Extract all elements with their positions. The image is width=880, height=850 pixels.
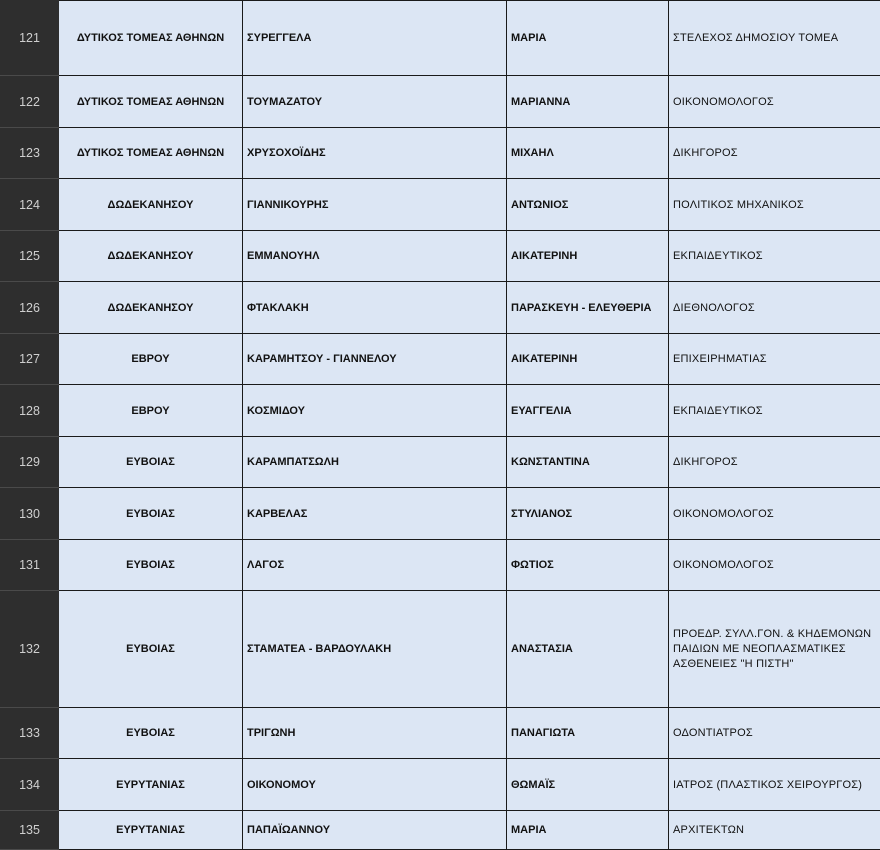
table-row: [1, 1, 880, 76]
profession-cell[interactable]: ΟΔΟΝΤΙΑΤΡΟΣ: [669, 708, 880, 759]
profession-cell[interactable]: ΟΙΚΟΝΟΜΟΛΟΓΟΣ: [669, 540, 880, 591]
surname-cell[interactable]: ΟΙΚΟΝΟΜΟΥ: [243, 759, 507, 811]
profession-cell[interactable]: ΑΡΧΙΤΕΚΤΩΝ: [669, 811, 880, 850]
region-cell[interactable]: ΕΒΡΟΥ: [59, 385, 243, 437]
firstname-cell[interactable]: ΘΩΜΑΪΣ: [507, 759, 669, 811]
surname-cell[interactable]: ΚΟΣΜΙΔΟΥ: [243, 385, 507, 437]
surname-cell[interactable]: ΕΜΜΑΝΟΥΗΛ: [243, 231, 507, 282]
region-cell[interactable]: ΔΥΤΙΚΟΣ ΤΟΜΕΑΣ ΑΘΗΝΩΝ: [59, 1, 243, 76]
table-row: [1, 437, 880, 488]
table-row: [1, 231, 880, 282]
row-number[interactable]: 121: [1, 1, 59, 76]
table-row: [1, 708, 880, 759]
table-row: [1, 282, 880, 334]
row-number[interactable]: 129: [1, 437, 59, 488]
firstname-cell[interactable]: ΜΑΡΙΑ: [507, 1, 669, 76]
firstname-cell[interactable]: ΑΝΤΩΝΙΟΣ: [507, 179, 669, 231]
surname-cell[interactable]: ΚΑΡΒΕΛΑΣ: [243, 488, 507, 540]
profession-cell[interactable]: ΠΡΟΕΔΡ. ΣΥΛΛ.ΓΟΝ. & ΚΗΔΕΜΟΝΩΝ ΠΑΙΔΙΩΝ ΜΕ ΝΕΟΠΛΑΣΜΑΤΙΚΕΣ ΑΣΘΕΝΕΙΕΣ "Η ΠΙΣΤΗ": [669, 591, 880, 708]
row-number[interactable]: 130: [1, 488, 59, 540]
firstname-cell[interactable]: ΕΥΑΓΓΕΛΙΑ: [507, 385, 669, 437]
table-row: [1, 128, 880, 179]
row-number[interactable]: 125: [1, 231, 59, 282]
region-cell[interactable]: ΕΥΡΥΤΑΝΙΑΣ: [59, 811, 243, 850]
row-number[interactable]: 132: [1, 591, 59, 708]
region-cell[interactable]: ΕΒΡΟΥ: [59, 334, 243, 385]
surname-cell[interactable]: ΦΤΑΚΛΑΚΗ: [243, 282, 507, 334]
firstname-cell[interactable]: ΑΙΚΑΤΕΡΙΝΗ: [507, 231, 669, 282]
firstname-cell[interactable]: ΜΑΡΙΑ: [507, 811, 669, 850]
firstname-cell[interactable]: ΑΙΚΑΤΕΡΙΝΗ: [507, 334, 669, 385]
firstname-cell[interactable]: ΦΩΤΙΟΣ: [507, 540, 669, 591]
profession-cell[interactable]: ΙΑΤΡΟΣ (ΠΛΑΣΤΙΚΟΣ ΧΕΙΡΟΥΡΓΟΣ): [669, 759, 880, 811]
row-number[interactable]: 135: [1, 811, 59, 850]
surname-cell[interactable]: ΣΥΡΕΓΓΕΛΑ: [243, 1, 507, 76]
surname-cell[interactable]: ΛΑΓΟΣ: [243, 540, 507, 591]
table-row: [1, 179, 880, 231]
region-cell[interactable]: ΕΥΒΟΙΑΣ: [59, 708, 243, 759]
row-number[interactable]: 122: [1, 76, 59, 128]
profession-cell[interactable]: ΕΚΠΑΙΔΕΥΤΙΚΟΣ: [669, 385, 880, 437]
region-cell[interactable]: ΕΥΒΟΙΑΣ: [59, 540, 243, 591]
firstname-cell[interactable]: ΜΑΡΙΑΝΝΑ: [507, 76, 669, 128]
region-cell[interactable]: ΕΥΒΟΙΑΣ: [59, 488, 243, 540]
firstname-cell[interactable]: ΑΝΑΣΤΑΣΙΑ: [507, 591, 669, 708]
profession-cell[interactable]: ΕΠΙΧΕΙΡΗΜΑΤΙΑΣ: [669, 334, 880, 385]
firstname-cell[interactable]: ΠΑΡΑΣΚΕΥΗ - ΕΛΕΥΘΕΡΙΑ: [507, 282, 669, 334]
profession-cell[interactable]: ΠΟΛΙΤΙΚΟΣ ΜΗΧΑΝΙΚΟΣ: [669, 179, 880, 231]
region-cell[interactable]: ΕΥΒΟΙΑΣ: [59, 437, 243, 488]
region-cell[interactable]: ΔΩΔΕΚΑΝΗΣΟΥ: [59, 179, 243, 231]
table-row: [1, 811, 880, 850]
profession-cell[interactable]: ΔΙΕΘΝΟΛΟΓΟΣ: [669, 282, 880, 334]
row-number[interactable]: 124: [1, 179, 59, 231]
surname-cell[interactable]: ΚΑΡΑΜΗΤΣΟΥ - ΓΙΑΝΝΕΛΟΥ: [243, 334, 507, 385]
surname-cell[interactable]: ΠΑΠΑΪΩΑΝΝΟΥ: [243, 811, 507, 850]
table-row: [1, 385, 880, 437]
firstname-cell[interactable]: ΚΩΝΣΤΑΝΤΙΝΑ: [507, 437, 669, 488]
profession-cell[interactable]: ΔΙΚΗΓΟΡΟΣ: [669, 437, 880, 488]
profession-cell[interactable]: ΣΤΕΛΕΧΟΣ ΔΗΜΟΣΙΟΥ ΤΟΜΕΑ: [669, 1, 880, 76]
surname-cell[interactable]: ΚΑΡΑΜΠΑΤΣΩΛΗ: [243, 437, 507, 488]
surname-cell[interactable]: ΤΡΙΓΩΝΗ: [243, 708, 507, 759]
firstname-cell[interactable]: ΠΑΝΑΓΙΩΤΑ: [507, 708, 669, 759]
table-row: [1, 488, 880, 540]
firstname-cell[interactable]: ΜΙΧΑΗΛ: [507, 128, 669, 179]
surname-cell[interactable]: ΧΡΥΣΟΧΟΪΔΗΣ: [243, 128, 507, 179]
row-number[interactable]: 133: [1, 708, 59, 759]
row-number[interactable]: 126: [1, 282, 59, 334]
row-number[interactable]: 131: [1, 540, 59, 591]
table-row: [1, 540, 880, 591]
table-body: [1, 1, 880, 850]
profession-cell[interactable]: ΟΙΚΟΝΟΜΟΛΟΓΟΣ: [669, 76, 880, 128]
region-cell[interactable]: ΕΥΒΟΙΑΣ: [59, 591, 243, 708]
table-row: [1, 334, 880, 385]
table-row: [1, 76, 880, 128]
profession-cell[interactable]: ΕΚΠΑΙΔΕΥΤΙΚΟΣ: [669, 231, 880, 282]
surname-cell[interactable]: ΤΟΥΜΑΖΑΤΟΥ: [243, 76, 507, 128]
region-cell[interactable]: ΔΩΔΕΚΑΝΗΣΟΥ: [59, 282, 243, 334]
firstname-cell[interactable]: ΣΤΥΛΙΑΝΟΣ: [507, 488, 669, 540]
region-cell[interactable]: ΔΥΤΙΚΟΣ ΤΟΜΕΑΣ ΑΘΗΝΩΝ: [59, 128, 243, 179]
profession-cell[interactable]: ΔΙΚΗΓΟΡΟΣ: [669, 128, 880, 179]
region-cell[interactable]: ΔΥΤΙΚΟΣ ΤΟΜΕΑΣ ΑΘΗΝΩΝ: [59, 76, 243, 128]
region-cell[interactable]: ΔΩΔΕΚΑΝΗΣΟΥ: [59, 231, 243, 282]
table-row: [1, 591, 880, 708]
region-cell[interactable]: ΕΥΡΥΤΑΝΙΑΣ: [59, 759, 243, 811]
row-number[interactable]: 123: [1, 128, 59, 179]
surname-cell[interactable]: ΣΤΑΜΑΤΕΑ - ΒΑΡΔΟΥΛΑΚΗ: [243, 591, 507, 708]
row-number[interactable]: 134: [1, 759, 59, 811]
surname-cell[interactable]: ΓΙΑΝΝΙΚΟΥΡΗΣ: [243, 179, 507, 231]
row-number[interactable]: 127: [1, 334, 59, 385]
table-row: [1, 759, 880, 811]
row-number[interactable]: 128: [1, 385, 59, 437]
profession-cell[interactable]: ΟΙΚΟΝΟΜΟΛΟΓΟΣ: [669, 488, 880, 540]
